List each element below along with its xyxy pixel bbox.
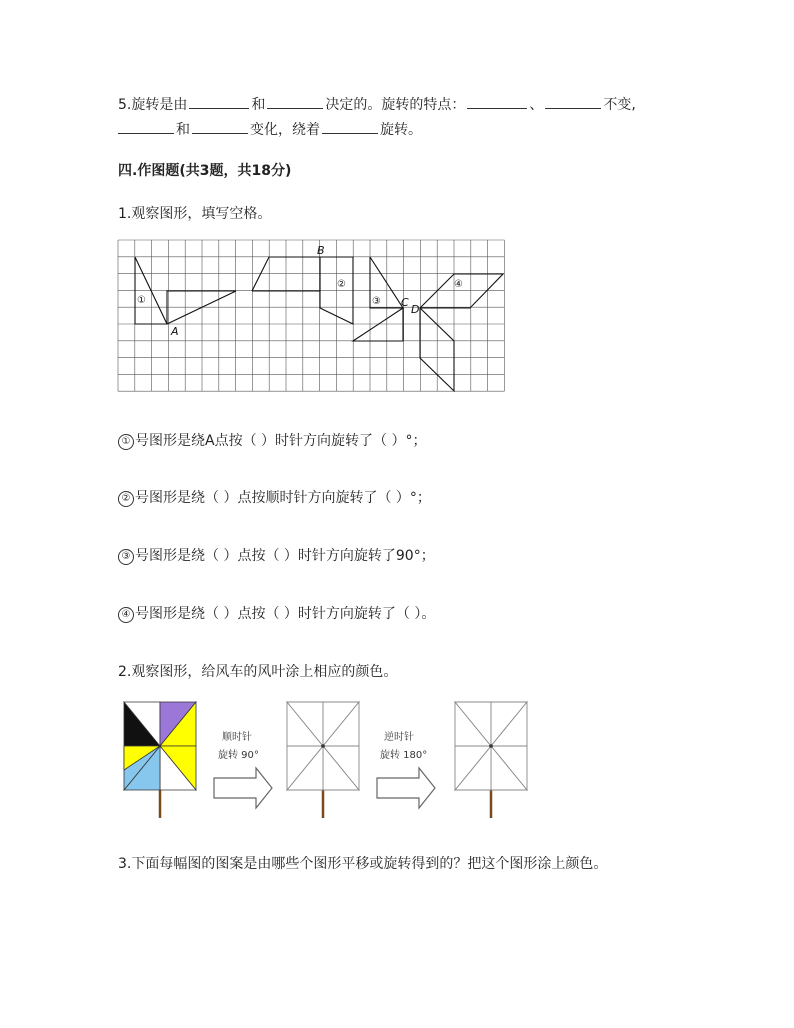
point-b-label: B [317,244,325,257]
shape-1-label: ① [137,295,146,306]
point-d-label: D [411,303,420,316]
arrow-1 [214,730,272,808]
arrow-2-line-2: 旋转 180° [380,750,428,761]
arrow-1-line-1: 顺时针 [222,732,252,743]
wm3-center [489,744,493,748]
q5-unchanged: 不变, [603,97,636,113]
item-4-text: 号图形是绕（ ）点按（ ）时针方向旋转了（ ）。 [135,606,436,622]
item-2-number: ② [118,491,134,507]
windmill-blank-2 [455,702,527,818]
p1-item-3 [118,545,435,565]
section-4-title: 四.作图题(共3题，共18分) [118,163,292,179]
item-3-text: 号图形是绕（ ）点按（ ）时针方向旋转了90°； [135,548,435,564]
p3-title: 3.下面每幅图的图案是由哪些个图形平移或旋转得到的？把这个图形涂上颜色。 [118,856,608,872]
q5-decided: 决定的。旋转的特点： [325,97,466,113]
point-a-label: A [171,325,179,338]
p1-title: 1.观察图形，填写空格。 [118,206,272,222]
arrow-1-line-2: 旋转 90° [218,750,259,761]
shape-3-label: ③ [372,296,381,307]
windmill-colored [124,702,196,818]
item-1-number: ① [118,434,134,450]
item-3-number: ③ [118,549,134,565]
p1-item-4 [118,603,435,623]
p1-item-1 [118,430,426,450]
arrow-2-shape [377,768,435,808]
point-c-label: C [401,296,409,309]
q5-rotate: 旋转。 [380,122,422,138]
arrow-2-line-1: 逆时针 [384,732,414,743]
wm2-center [321,744,325,748]
arrow-2 [377,730,435,808]
arrow-1-shape [214,768,272,808]
q5-changed: 变化，绕着 [250,122,320,138]
item-4-number: ④ [118,607,134,623]
shape-4-label: ④ [454,279,463,290]
windmill-blank-1 [287,702,359,818]
q5-comma: 、 [529,97,544,113]
q5-prefix: 5.旋转是由 [118,97,188,113]
item-2-text: 号图形是绕（ ）点按顺时针方向旋转了（ ）°； [135,490,431,506]
p1-item-2 [118,487,431,507]
q5-and-2: 和 [176,122,190,138]
shape-2-label: ② [337,279,346,290]
shape-c-lower [353,308,403,341]
item-1-text: 号图形是绕A点按（ ）时针方向旋转了（ ）°； [135,433,427,449]
grid [118,240,504,391]
p2-title: 2.观察图形，给风车的风叶涂上相应的颜色。 [118,664,398,680]
q5-and-1: 和 [251,97,266,113]
